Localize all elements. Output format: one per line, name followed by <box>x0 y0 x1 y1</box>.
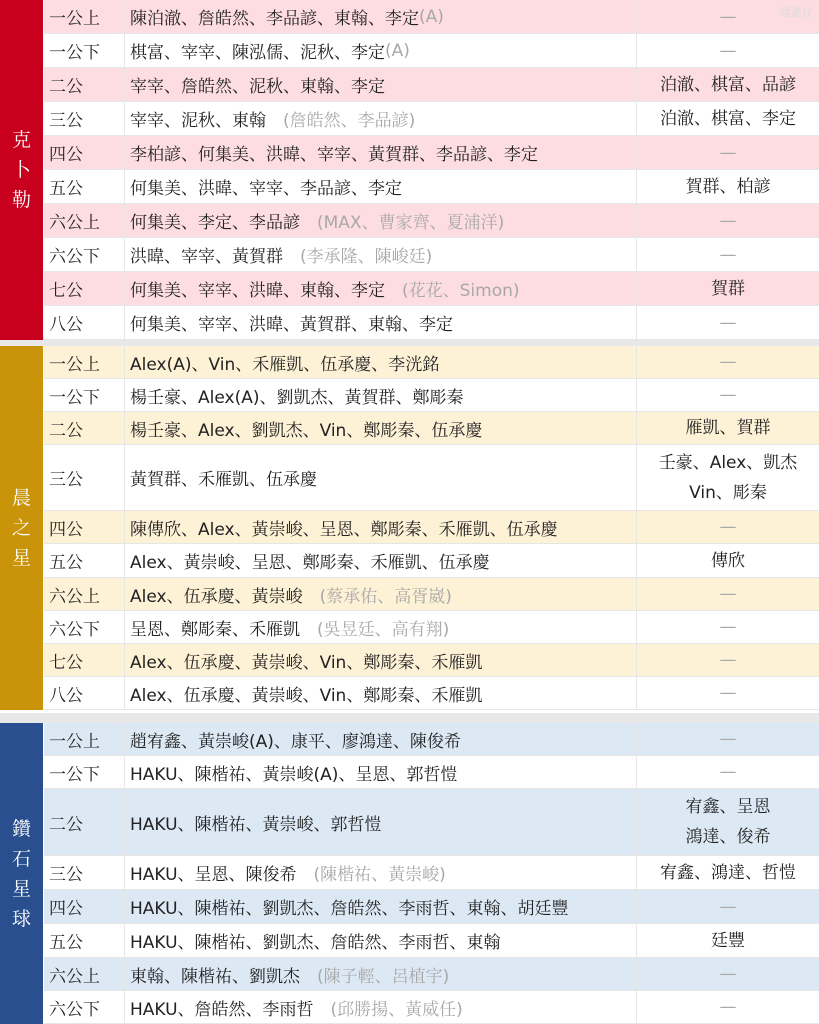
table-row <box>44 756 819 789</box>
result-cell <box>636 412 819 444</box>
result-text: 傳欣 <box>711 550 745 571</box>
company-section <box>0 346 819 710</box>
table-row <box>44 445 819 511</box>
members-text: 陳泊澈、詹皓然、李品諺、東翰、李定 <box>130 9 419 29</box>
members-cell <box>124 511 636 543</box>
result-cell <box>636 644 819 676</box>
members-text: Alex、黃崇峻、呈恩、鄭彫秦、禾雁凱、伍承慶 <box>130 553 490 573</box>
members-text: 趙宥鑫、黃崇峻(A)、康平、廖鴻達、陳俊希 <box>130 731 461 752</box>
result-text: — <box>719 683 737 703</box>
members-cell <box>124 346 636 378</box>
guest-members-text: (A) <box>419 6 444 27</box>
result-text: — <box>719 964 737 984</box>
episode-cell: 六公上 <box>49 213 100 233</box>
result-text: — <box>719 617 737 637</box>
members-cell <box>124 306 636 339</box>
guest-members-text: (陳楷祐、黃崇峻) <box>296 865 446 885</box>
company-name: 克卜勒 <box>11 129 31 211</box>
result-cell <box>636 379 819 411</box>
result-text: 宥鑫、鴻達、哲愷 <box>660 862 796 883</box>
result-cell <box>636 136 819 169</box>
result-cell <box>636 204 819 237</box>
result-text: — <box>719 244 737 265</box>
members-cell <box>124 578 636 610</box>
result-text: 泊澈、棋富、品諺 <box>660 74 796 95</box>
table-row <box>44 170 819 204</box>
company-name: 鑽石星球 <box>11 817 31 930</box>
members-text: 楊壬豪、Alex、劉凱杰、Vin、鄭彫秦、伍承慶 <box>130 420 483 441</box>
result-text: — <box>719 584 737 604</box>
members-text: Alex、伍承慶、黃崇峻 <box>130 586 303 607</box>
result-cell <box>636 272 819 305</box>
members-text: 宰宰、詹皓然、泥秋、東翰、李定 <box>130 77 385 97</box>
episode-cell: 二公 <box>49 814 83 835</box>
result-text: — <box>719 40 737 61</box>
guest-members-text: (MAX、曹家齊、夏浦洋) <box>300 213 505 233</box>
members-cell <box>124 723 636 755</box>
result-cell <box>636 238 819 271</box>
result-cell <box>636 789 819 855</box>
members-text: 李柏諺、何集美、洪暐、宰宰、黃賀群、李品諺、李定 <box>130 145 538 165</box>
result-text: — <box>719 352 737 372</box>
result-text: 宥鑫、呈恩 鴻達、俊希 <box>685 797 771 847</box>
result-cell <box>636 723 819 755</box>
table-row <box>44 379 819 412</box>
result-cell <box>636 991 819 1023</box>
episode-cell: 七公 <box>49 281 83 301</box>
members-text: 東翰、陳楷祐、劉凱杰 <box>130 966 300 987</box>
result-cell <box>636 677 819 709</box>
members-text: 楊壬豪、Alex(A)、劉凱杰、黃賀群、鄭彫秦 <box>130 387 464 408</box>
result-cell <box>636 578 819 610</box>
members-cell <box>124 991 636 1023</box>
guest-members-text: (A) <box>385 40 410 61</box>
table-row <box>44 578 819 611</box>
result-text: — <box>719 385 737 405</box>
members-text: 洪暐、宰宰、黃賀群 <box>130 247 283 267</box>
members-cell <box>124 204 636 237</box>
members-text: Alex(A)、Vin、禾雁凱、伍承慶、李洸銘 <box>130 354 440 375</box>
episode-cell: 一公下 <box>49 387 100 408</box>
table-row <box>44 924 819 958</box>
guest-members-text: (詹皓然、李品諺) <box>266 111 416 131</box>
members-text: HAKU、陳楷祐、黃崇峻、郭哲愷 <box>130 814 382 835</box>
episode-cell: 五公 <box>49 179 83 199</box>
result-text: — <box>719 312 737 333</box>
members-cell <box>124 756 636 788</box>
members-cell <box>124 644 636 676</box>
result-text: — <box>719 6 737 27</box>
members-text: HAKU、陳楷祐、劉凱杰、詹皓然、李雨哲、東翰 <box>130 933 501 953</box>
result-cell <box>636 856 819 889</box>
table-row <box>44 346 819 379</box>
members-text: 何集美、宰宰、洪暐、黃賀群、東翰、李定 <box>130 315 453 335</box>
episode-cell: 一公上 <box>49 9 100 29</box>
company-name-banner <box>0 723 43 1024</box>
result-cell <box>636 924 819 957</box>
guest-members-text: (蔡承佑、高胥崴) <box>302 586 452 607</box>
members-cell <box>124 102 636 135</box>
members-cell <box>124 789 636 855</box>
table-row <box>44 34 819 68</box>
result-text: — <box>719 650 737 670</box>
table-row <box>44 958 819 991</box>
watermark: 嗤誰仔 <box>780 6 813 19</box>
table-row <box>44 412 819 445</box>
episode-cell: 四公 <box>49 899 83 919</box>
episode-cell: 二公 <box>49 420 83 441</box>
members-cell <box>124 379 636 411</box>
result-cell <box>636 346 819 378</box>
members-text: HAKU、陳楷祐、黃崇峻(A)、呈恩、郭哲愷 <box>130 764 458 785</box>
result-cell <box>636 306 819 339</box>
episode-cell: 二公 <box>49 77 83 97</box>
members-text: 棋富、宰宰、陳泓儒、泥秋、李定 <box>130 43 385 63</box>
result-text: 賀群、柏諺 <box>685 176 771 197</box>
table-row <box>44 306 819 340</box>
episode-cell: 五公 <box>49 553 83 573</box>
episode-cell: 四公 <box>49 145 83 165</box>
result-cell <box>636 511 819 543</box>
table-row <box>44 611 819 644</box>
episode-cell: 一公上 <box>49 731 100 752</box>
episode-cell: 三公 <box>49 470 83 490</box>
table-row <box>44 890 819 924</box>
members-cell <box>124 68 636 101</box>
members-cell <box>124 272 636 305</box>
members-cell <box>124 544 636 577</box>
members-cell <box>124 445 636 510</box>
table-row <box>44 789 819 856</box>
result-text: — <box>719 896 737 917</box>
table-row <box>44 856 819 890</box>
members-cell <box>124 238 636 271</box>
table-row <box>44 511 819 544</box>
members-text: 宰宰、泥秋、東翰 <box>130 111 266 131</box>
result-text: — <box>719 517 737 537</box>
table-row <box>44 677 819 710</box>
guest-members-text: (李承隆、陳峻廷) <box>283 247 433 267</box>
members-text: HAKU、詹皓然、李雨哲 <box>130 999 314 1020</box>
result-cell <box>636 445 819 510</box>
members-text: Alex、伍承慶、黃崇峻、Vin、鄭彫秦、禾雁凱 <box>130 685 483 706</box>
episode-cell: 一公下 <box>49 764 100 785</box>
episode-cell: 五公 <box>49 933 83 953</box>
episode-cell: 六公下 <box>49 247 100 267</box>
members-cell <box>124 136 636 169</box>
members-cell <box>124 958 636 990</box>
episode-cell: 六公上 <box>49 586 100 607</box>
members-cell <box>124 0 636 33</box>
guest-members-text: (吳昱廷、高有翔) <box>300 619 450 640</box>
table-row <box>44 102 819 136</box>
result-text: — <box>719 762 737 782</box>
members-cell <box>124 611 636 643</box>
members-text: HAKU、陳楷祐、劉凱杰、詹皓然、李雨哲、東翰、胡廷豐 <box>130 899 569 919</box>
result-text: 泊澈、棋富、李定 <box>660 108 796 129</box>
table-row <box>44 238 819 272</box>
members-text: HAKU、呈恩、陳俊希 <box>130 865 297 885</box>
episode-cell: 七公 <box>49 652 83 673</box>
episode-cell: 八公 <box>49 315 83 335</box>
section-divider <box>0 713 819 723</box>
members-cell <box>124 856 636 889</box>
company-name-banner <box>0 346 43 710</box>
members-text: Alex、伍承慶、黃崇峻、Vin、鄭彫秦、禾雁凱 <box>130 652 483 673</box>
result-text: — <box>719 729 737 749</box>
result-text: — <box>719 142 737 163</box>
result-cell <box>636 170 819 203</box>
result-cell <box>636 68 819 101</box>
table-row <box>44 723 819 756</box>
members-text: 何集美、宰宰、洪暐、東翰、李定 <box>130 281 385 301</box>
table-row <box>44 544 819 578</box>
company-section <box>0 723 819 1024</box>
result-text: — <box>719 210 737 231</box>
company-section <box>0 0 819 340</box>
episode-cell: 一公上 <box>49 354 100 375</box>
episode-cell: 三公 <box>49 865 83 885</box>
guest-members-text: (陳子輕、呂植宇) <box>300 966 450 987</box>
members-cell <box>124 677 636 709</box>
members-cell <box>124 412 636 444</box>
episode-cell: 四公 <box>49 519 83 540</box>
members-cell <box>124 170 636 203</box>
result-text: 壬豪、Alex、凱杰 Vin、彫秦 <box>658 452 798 503</box>
result-text: 賀群 <box>711 278 745 299</box>
episode-cell: 六公下 <box>49 999 100 1020</box>
table-row <box>44 644 819 677</box>
result-cell <box>636 756 819 788</box>
table-row <box>44 68 819 102</box>
episode-cell: 八公 <box>49 685 83 706</box>
episode-cell: 一公下 <box>49 43 100 63</box>
guest-members-text: (花花、Simon) <box>385 281 520 301</box>
result-cell <box>636 890 819 923</box>
table-row <box>44 204 819 238</box>
members-cell <box>124 924 636 957</box>
table-row <box>44 272 819 306</box>
guest-members-text: (邱勝揚、黃威任) <box>313 999 463 1020</box>
members-text: 陳傳欣、Alex、黃崇峻、呈恩、鄭彫秦、禾雁凱、伍承慶 <box>130 519 558 540</box>
episode-cell: 六公下 <box>49 619 100 640</box>
result-cell <box>636 544 819 577</box>
members-text: 何集美、洪暐、宰宰、李品諺、李定 <box>130 179 402 199</box>
episode-cell: 三公 <box>49 111 83 131</box>
members-cell <box>124 890 636 923</box>
members-cell <box>124 34 636 67</box>
episode-cell: 六公上 <box>49 966 100 987</box>
members-text: 黃賀群、禾雁凱、伍承慶 <box>130 470 317 490</box>
result-cell <box>636 958 819 990</box>
result-text: 廷豐 <box>711 930 745 951</box>
company-name: 晨之星 <box>11 487 31 569</box>
result-text: 雁凱、賀群 <box>685 418 771 438</box>
result-text: — <box>719 997 737 1017</box>
result-cell <box>636 34 819 67</box>
table-row <box>44 991 819 1024</box>
company-name-banner <box>0 0 43 340</box>
members-text: 何集美、李定、李品諺 <box>130 213 300 233</box>
result-cell <box>636 611 819 643</box>
table-row <box>44 0 819 34</box>
members-text: 呈恩、鄭彫秦、禾雁凱 <box>130 619 300 640</box>
table-row <box>44 136 819 170</box>
result-cell <box>636 102 819 135</box>
